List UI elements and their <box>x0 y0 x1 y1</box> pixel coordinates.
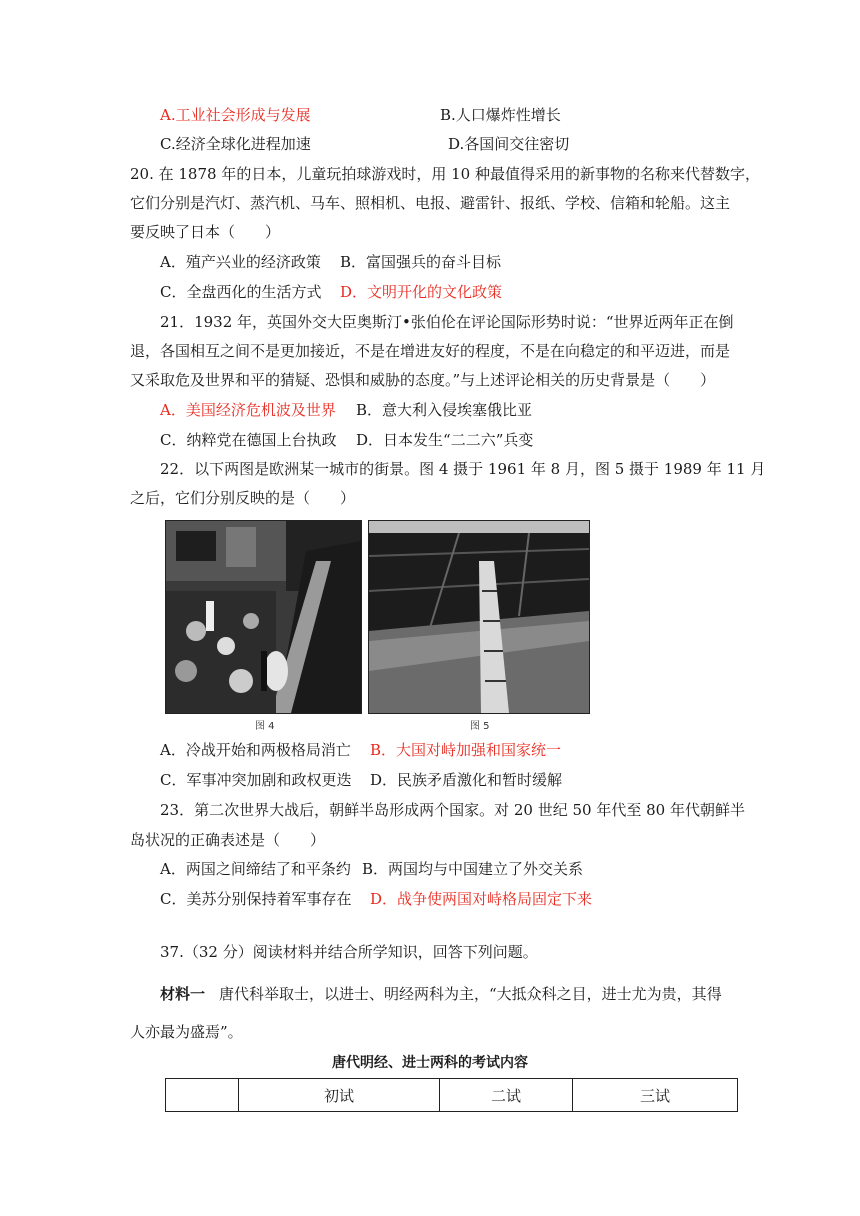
q20-stem-3: 要反映了日本（ ） <box>130 223 281 241</box>
material-label: 材料一 <box>160 985 206 1003</box>
q21-stem-1: 21．1932 年，英国外交大臣奥斯汀•张伯伦在评论国际形势时说：“世界近两年正在倒 <box>160 313 734 331</box>
figure-5-photo <box>368 520 590 714</box>
q21-option-b: B．意大利入侵埃塞俄比亚 <box>356 401 533 419</box>
q20-option-c: C．全盘西化的生活方式 <box>160 283 322 301</box>
q37-material-1-line-1 <box>160 984 722 1004</box>
q20-option-d: D．文明开化的文化政策 <box>340 283 503 301</box>
q20-option-b: B．富国强兵的奋斗目标 <box>340 253 502 271</box>
q23-option-a: A．两国之间缔结了和平条约 <box>160 860 351 878</box>
q21-option-c: C．纳粹党在德国上台执政 <box>160 431 337 449</box>
table-header-cell <box>166 1079 239 1112</box>
table-title: 唐代明经、进士两科的考试内容 <box>332 1055 528 1071</box>
q20-stem-1: 20. 在 1878 年的日本，儿童玩拍球游戏时，用 10 种最值得采用的新事物的名称来代替数字， <box>130 165 760 183</box>
q37-material-1-line-2: 人亦最为盛焉”。 <box>130 1023 243 1041</box>
q19-option-d: D.各国间交往密切 <box>448 135 570 153</box>
q23-option-b: B．两国均与中国建立了外交关系 <box>362 860 584 878</box>
table-header-cell: 二试 <box>440 1079 573 1112</box>
q23-option-c: C．美苏分别保持着军事存在 <box>160 890 352 908</box>
q22-stem-2: 之后，它们分别反映的是（ ） <box>130 489 356 507</box>
figure-5-caption: 图 5 <box>470 721 490 732</box>
q23-stem-1: 23．第二次世界大战后，朝鲜半岛形成两个国家。对 20 世纪 50 年代至 80 年代朝鲜半 <box>160 801 745 819</box>
table-header-cell: 初试 <box>239 1079 440 1112</box>
q22-option-d: D．民族矛盾激化和暂时缓解 <box>370 771 563 789</box>
q23-stem-2: 岛状况的正确表述是（ ） <box>130 831 326 849</box>
table-header-row <box>166 1079 738 1112</box>
q22-option-c: C．军事冲突加剧和政权更迭 <box>160 771 352 789</box>
q22-stem-1: 22．以下两图是欧洲某一城市的街景。图 4 摄于 1961 年 8 月，图 5 摄于 1989 年 11 月 <box>160 460 766 478</box>
q37-stem: 37.（32 分）阅读材料并结合所学知识，回答下列问题。 <box>160 943 538 961</box>
table-header-cell: 三试 <box>573 1079 738 1112</box>
figure-4-caption: 图 4 <box>255 721 275 732</box>
q22-option-a: A．冷战开始和两极格局消亡 <box>160 741 351 759</box>
q22-figures <box>165 520 590 735</box>
exam-content-table <box>165 1078 738 1112</box>
q19-option-c: C.经济全球化进程加速 <box>160 135 311 153</box>
q19-option-a: A.工业社会形成与发展 <box>160 106 311 124</box>
q20-option-a: A．殖产兴业的经济政策 <box>160 253 321 271</box>
q19-option-b: B.人口爆炸性增长 <box>440 106 561 124</box>
q23-option-d: D．战争使两国对峙格局固定下来 <box>370 890 593 908</box>
figure-4-photo <box>165 520 362 714</box>
q22-option-b: B．大国对峙加强和国家统一 <box>370 741 562 759</box>
q21-option-d: D．日本发生“二二六”兵变 <box>356 431 534 449</box>
material-text: 唐代科举取士，以进士、明经两科为主，“大抵众科之目，进士尤为贵，其得 <box>219 985 722 1003</box>
q20-stem-2: 它们分别是汽灯、蒸汽机、马车、照相机、电报、避雷针、报纸、学校、信箱和轮船。这主 <box>130 194 731 212</box>
q21-stem-2: 退，各国相互之间不是更加接近，不是在增进友好的程度，不是在向稳定的和平迈进，而是 <box>130 342 731 360</box>
q21-stem-3: 又采取危及世界和平的猜疑、恐惧和威胁的态度。”与上述评论相关的历史背景是（ ） <box>130 371 716 389</box>
q21-option-a: A．美国经济危机波及世界 <box>160 401 336 419</box>
